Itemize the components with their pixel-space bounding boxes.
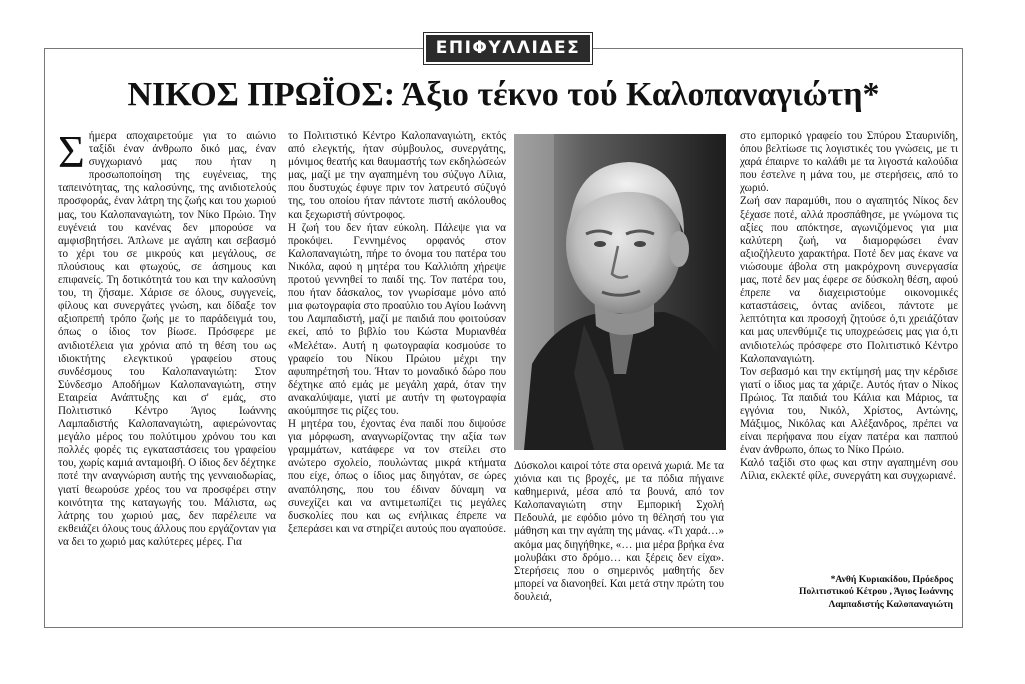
paragraph: Η ζωή του δεν ήταν εύκολη. Πάλεψε για να προκόψει. Γεννημένος ορφανός στον Καλοπαναγιώτη, πήρε το όνομα του πατέρα του Νικόλα, αφού η μητέρα του Καλλιόπη χήρεψε προτού γεννηθεί το παιδί της. Τον πατέρα του, που ήταν δάσκαλος, τον γνωρίσαμε μόνο από μια φωτογραφία στο προαύλιο του Αγίου Ιωάννη του Λαμπαδιστή, μαζί με παιδιά που φοιτούσαν εκεί, από το βιβλίο του Κώστα Μυριανθέα «Μελέτα». Αυτή η φωτογραφία κοσμούσε το γραφείο του Νίκου Πρώιου μέχρι την αφυπηρέτησή του. Ήταν το μοναδικό δώρο που δέχτηκε από εμάς με μεγάλη χαρά, όταν την ανακαλύψαμε, γιατί με αυτήν τη φωτογραφία ακούμπησε τις ρίζες του. <box>288 221 506 417</box>
paragraph: Τον σεβασμό και την εκτίμησή μας την κέρδισε γιατί ο ίδιος μας τα χάριζε. Αυτός ήταν ο Νίκος Πρώιος. Τα παιδιά του Κάλια και Μάριος, τα εγγόνια του, Νικόλ, Χρίστος, Αντώνης, Μάξιμος, Νικόλας και Αλέξανδρος, πρέπει να είναι περήφανα που είχαν πατέρα και παππού έναν άνθρωπο, όπως το Νίκο Πρώιο. <box>740 365 958 457</box>
column-3 <box>514 460 724 615</box>
signature-line: Λαμπαδιστής Καλοπαναγιώτη <box>828 598 953 610</box>
portrait-photo <box>514 134 726 450</box>
section-label: ΕΠΙΦΥΛΛΙΔΕΣ <box>424 33 592 64</box>
paragraph: Η μητέρα του, έχοντας ένα παιδί που διψούσε για μόρφωση, αναγνωρίζοντας την αξία των γραμμάτων, κατάφερε να τον στείλει στο ανώτερο σχολείο, πουλώντας μικρά κτήματα που είχε, όπως ο ίδιος μας διηγόταν, σε ώρες αναπόλησης, που του έδιναν δύναμη να συνεχίζει και να αντιμετωπίζει τις μεγάλες δυσκολίες που και ως ενήλικας έπρεπε να ξεπεράσει και να στηρίζει αυτούς που αγαπούσε. <box>288 418 506 535</box>
headline: ΝΙΚΟΣ ΠΡΩΪΟΣ: Άξιο τέκνο τού Καλοπαναγιώτη* <box>127 76 880 113</box>
column-4 <box>740 130 958 555</box>
author-signature <box>740 574 953 611</box>
paragraph: το Πολιτιστικό Κέντρο Καλοπαναγιώτη, εκτός από ελεγκτής, ήταν σύμβουλος, συνεργάτης, μόνιμος θεατής και θαυμαστής των εκδηλώσεών μας, μαζί με την αγαπημένη του σύζυγο Λίλια, που δυστυχώς έφυγε πριν τον λατρευτό σύζυγό της, του οποίου ήταν πάντοτε πιστή ακόλουθος και ξεχωριστή σύντροφος. <box>288 130 506 221</box>
drop-cap: Σ <box>58 130 85 177</box>
portrait-photo-image <box>514 134 726 450</box>
paragraph: Ζωή σαν παραμύθι, που ο αγαπητός Νίκος δεν ξέχασε ποτέ, αλλά προσπάθησε, με γνώμονα τις αξίες που απόκτησε, αγωνιζόμενος για μια καλύτερη ζωή, να διαμορφώσει έναν αξιοζήλευτο χαρακτήρα. Ποτέ δεν μας έκανε να νιώσουμε άβολα στη μακρόχρονη συνεργασία μας, ποτέ δεν μας έφερε σε δύσκολη θέση, αφού έπρεπε να διαχειριστούμε οικονομικές καταστάσεις, όντας ανίδεοι, πάντοτε με λεπτότητα και προσοχή ζητούσε ό,τι χρειάζόταν και μας υπενθύμιζε τις υποχρεώσεις μας για ό,τι ανιδιοτελώς πρόσφερε στο Πολιτιστικό Κέντρο Καλοπαναγιώτη. <box>740 195 958 365</box>
paragraph: Καλό ταξίδι στο φως και στην αγαπημένη σου Λίλια, εκλεκτέ φίλε, συνεργάτη και συγχωριανέ. <box>740 457 958 483</box>
paragraph: στο εμπορικό γραφείο του Σπύρου Σταυρινίδη, όπου βελτίωσε τις λογιστικές του γνώσεις, με τι χαρά έπαιρνε το καλάθι με τα λιγοστά καλούδια που έστελνε η μάνα του, με στερήσεις, από το χωριό. <box>740 130 958 195</box>
column-1 <box>58 130 276 615</box>
signature-line: *Ανθή Κυριακίδου, Πρόεδρος <box>830 574 953 585</box>
signature-line: Πολιτιστικού Κέτρου , Άγιος Ιωάννης <box>799 586 953 598</box>
paragraph: ήμερα αποχαιρετούμε για το αιώνιο ταξίδι έναν άνθρωπο δικό μας, έναν συγχωριανό μας που ήταν η προσωποποίηση της ευγένειας, της ταπεινότητας, της καλοσύνης, της ανιδιοτελούς προσφοράς, έναν λάτρη της ζωής και του χωριού μας, του Καλοπαναγιώτη, τον Νίκο Πρώιο. Την ευγένειά του κανένας δεν μπορούσε να αμφισβητήσει. Άπλωνε με αγάπη και σεβασμό το χέρι του σε μικρούς και μεγάλους, σε πλούσιους και φτωχούς, σε άσημους και επιφανείς. Τη δοτικότητά του και την καλοσύνη του, τη ζήσαμε. Χάρισε σε όλους, συγγενείς, φίλους και συνεργάτες γνώση, και δίδαξε τον αξιοπρεπή τρόπο ζωής με το παράδειγμά του, όπως ο ίδιος τον βίωσε. Πρόσφερε με ανιδιοτέλεια για χρόνια από τη θέση του ως ιδιοκτήτης ελεγκτικού γραφείου στους συνδέσμους του Καλοπαναγιώτη: Στον Σύνδεσμο Αποδήμων Καλοπαναγιώτη, στην Εταιρεία Ανάπτυξης και σ' εμάς, στο Πολιτιστικό Κέντρο Άγιος Ιωάννης Λαμπαδιστής Καλοπαναγιώτη, αφιερώνοντας μεγάλο μέρος του πολύτιμου χρόνου του και πολλές φορές τις εγκαταστάσεις του γραφείου του, χωρίς καμιά ανταμοιβή. Ο ίδιος δεν δέχτηκε ποτέ την αναγνώριση αυτής της γενναιοδωρίας, γιατί θεωρούσε χρέος του να προσφέρει στην κοινότητα της καταγωγής του. Μάλιστα, ως λάτρης του χωριού μας, δεν παρέλειπε να εκθειάζει όλους τους άλλους που εργάζονταν για να δει το χωριό μας καλύτερες μέρες. Για <box>58 130 276 548</box>
paragraph: Δύσκολοι καιροί τότε στα ορεινά χωριά. Με τα χιόνια και τις βροχές, με τα πόδια πήγαινε καθημερινά, μέσα από τα βουνά, από τον Καλοπαναγιώτη στην Εμπορική Σχολή Πεδουλά, με εφόδιο μόνο τη θέλησή του για μάθηση και την αγάπη της μάνας. «Τι χαρά…» ακόμα μας διηγήθηκε, «… μια μέρα βρήκα ένα μολυβάκι στο δρόμο… και ξέρεις δεν είχα». Στερήσεις που ο σημερινός μαθητής δεν μπορεί να διανοηθεί. Και μετά στην πρώτη του δουλειά, <box>514 460 724 603</box>
column-2 <box>288 130 506 615</box>
